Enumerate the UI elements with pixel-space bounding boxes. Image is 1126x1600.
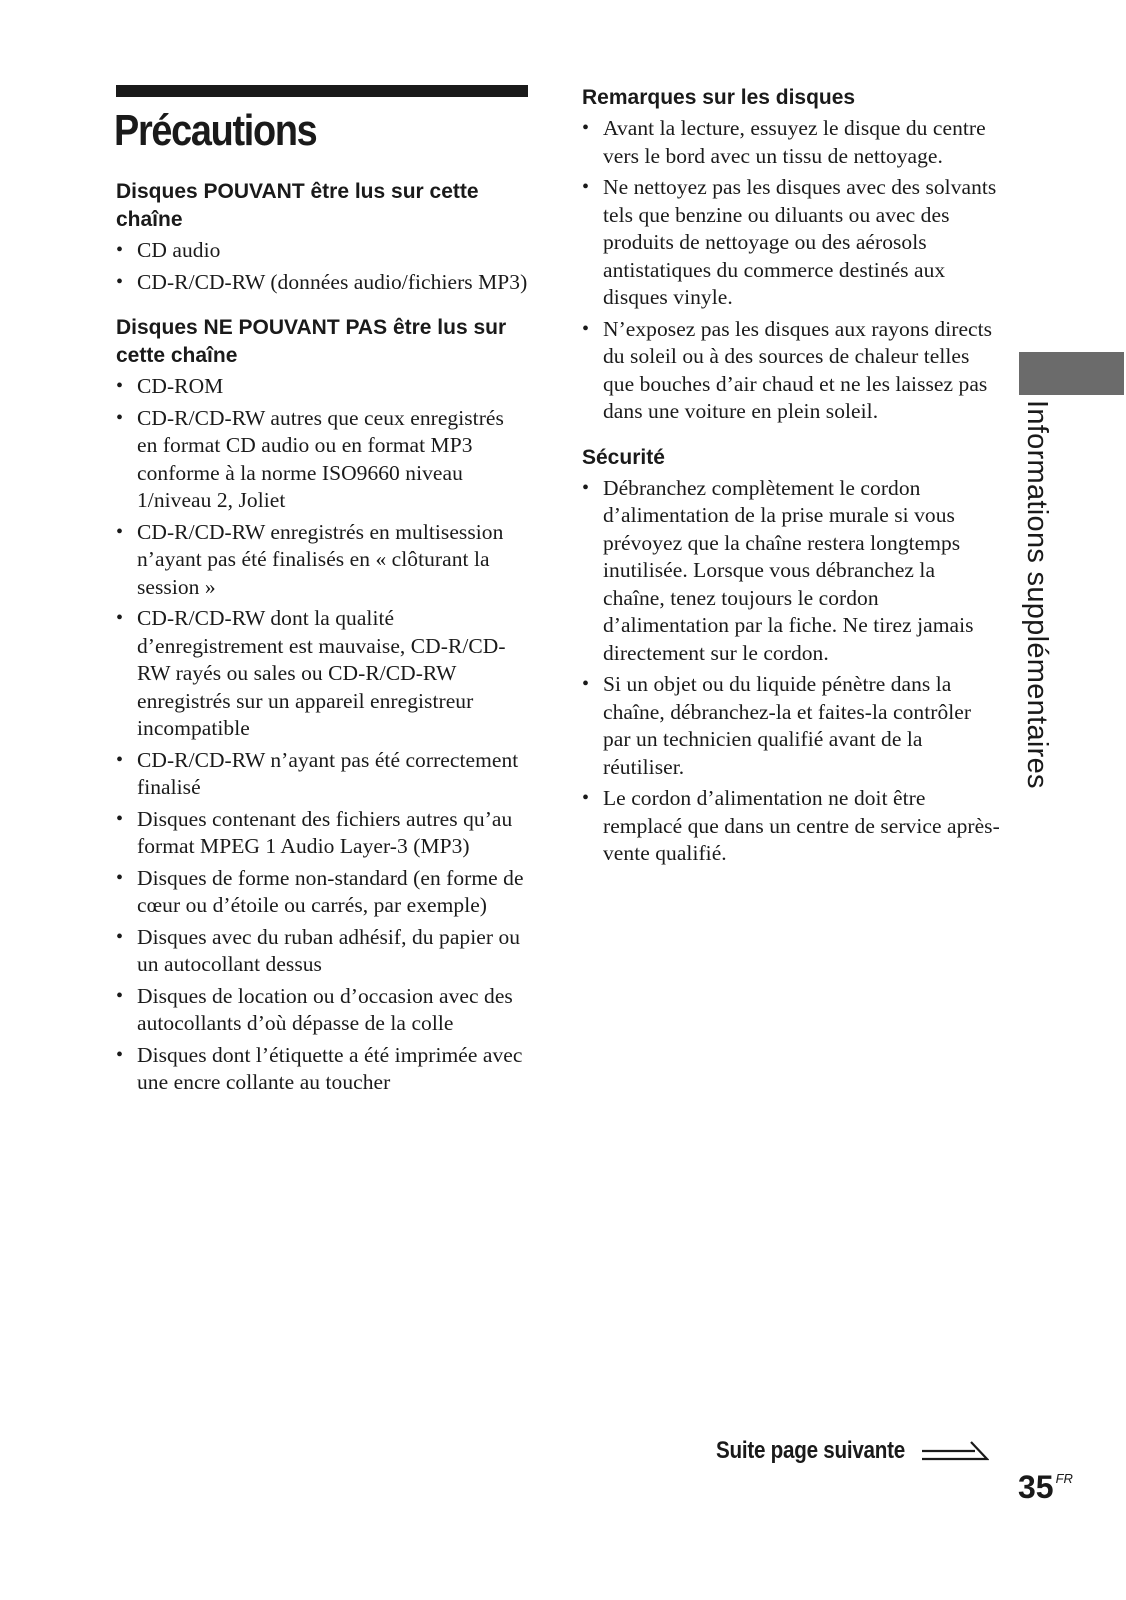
left-column: [116, 178, 528, 1115]
list-item: [116, 405, 528, 515]
list-item: [116, 269, 528, 297]
list-item: [116, 605, 528, 743]
bullet-list: [582, 475, 1002, 868]
bullet-icon: •: [582, 787, 590, 809]
bullet-icon: •: [116, 520, 124, 543]
bullet-icon: •: [582, 673, 590, 695]
section-heading: Sécurité: [582, 445, 665, 469]
bullet-icon: •: [116, 270, 124, 293]
list-item-text: Le cordon d’alimentation ne doit être remplacé que dans un centre de service après-vente qualifié.: [603, 786, 1000, 865]
list-item: [116, 983, 528, 1038]
bullet-icon: •: [116, 807, 124, 830]
bullet-icon: •: [116, 866, 124, 889]
continue-arrow-icon: [921, 1438, 989, 1464]
bullet-list: [116, 373, 528, 1097]
continue-label: Suite page suivante: [716, 1437, 905, 1464]
list-item-text: CD-ROM: [137, 374, 224, 398]
list-item-text: CD-R/CD-RW (données audio/fichiers MP3): [137, 269, 528, 294]
bullet-icon: •: [582, 476, 590, 499]
page-number-value: 35: [1018, 1469, 1054, 1505]
list-item: [116, 924, 528, 979]
list-item: [116, 806, 528, 861]
list-item-text: CD-R/CD-RW n’ayant pas été correctement finalisé: [137, 747, 519, 799]
page-number: [1018, 1469, 1073, 1506]
side-section-label: Informations supplémentaires: [1021, 400, 1053, 789]
list-item: [582, 671, 1002, 781]
bullet-icon: •: [582, 317, 590, 340]
list-item: [116, 373, 528, 401]
list-item: [582, 115, 1002, 170]
list-item: [116, 1042, 528, 1097]
list-item: [116, 865, 528, 920]
list-item-text: Débranchez complètement le cordon d’alimentation de la prise murale si vous prévoyez que la chaîne restera longtemps inutilisée. Lorsque vous débranchez la chaîne, tenez toujours le cordon d’alimentation par la fiche. Ne tirez jamais directement sur le cordon.: [603, 475, 974, 665]
right-column: [582, 84, 1002, 886]
section-heading: Disques NE POUVANT PAS être lus sur cette chaîne: [116, 316, 507, 367]
bullet-icon: •: [116, 406, 124, 429]
list-item-text: Disques contenant des fichiers autres qu’au format MPEG 1 Audio Layer-3 (MP3): [137, 806, 513, 858]
list-item: [582, 475, 1002, 668]
list-item: [582, 316, 1002, 426]
list-item: [582, 785, 1002, 868]
section-heading: Remarques sur les disques: [582, 86, 856, 109]
bullet-icon: •: [116, 375, 124, 397]
bullet-icon: •: [116, 1043, 124, 1066]
list-item: [582, 174, 1002, 312]
bullet-icon: •: [116, 607, 124, 629]
list-item-text: N’exposez pas les disques aux rayons directs du soleil ou à des sources de chaleur telles que bouches d’air chaud et ne les laissez pas dans une voiture en plein soleil.: [603, 316, 993, 423]
bullet-list: [116, 237, 528, 296]
bullet-icon: •: [116, 925, 124, 948]
list-item-text: Disques de location ou d’occasion avec des autocollants d’où dépasse de la colle: [137, 983, 513, 1035]
bullet-list: [582, 115, 1002, 426]
list-item-text: CD-R/CD-RW autres que ceux enregistrés en format CD audio ou en format MP3 conforme à la norme ISO9660 niveau 1/niveau 2, Joliet: [137, 405, 504, 512]
bullet-icon: •: [582, 176, 590, 198]
list-item-text: Disques de forme non-standard (en forme de cœur ou d’étoile ou carrés, par exemple): [137, 865, 524, 917]
list-item-text: Ne nettoyez pas les disques avec des solvants tels que benzine ou diluants ou avec des produits de nettoyage ou des aérosols antistatiques du commerce destinés aux disques vinyle.: [603, 175, 997, 309]
list-item-text: CD-R/CD-RW enregistrés en multisession n’ayant pas été finalisés en « clôturant la session »: [137, 519, 504, 599]
list-item-text: Disques avec du ruban adhésif, du papier ou un autocollant dessus: [137, 924, 521, 976]
bullet-icon: •: [116, 239, 124, 261]
bullet-icon: •: [116, 748, 124, 771]
list-item-text: Avant la lecture, essuyez le disque du centre vers le bord avec un tissu de nettoyage.: [603, 116, 986, 168]
title-rule: [116, 85, 528, 97]
list-item: [116, 519, 528, 602]
list-item-text: CD-R/CD-RW dont la qualité d’enregistrement est mauvaise, CD-R/CD-RW rayés ou sales ou CD-R/CD-RW enregistrés sur un appareil enregistreur incompatible: [137, 606, 506, 740]
bullet-icon: •: [582, 117, 590, 139]
section-heading: Disques POUVANT être lus sur cette chaîne: [116, 180, 479, 231]
list-item: [116, 747, 528, 802]
list-item: [116, 237, 528, 265]
page-title: Précautions: [114, 106, 317, 155]
bullet-icon: •: [116, 984, 124, 1007]
list-item-text: Disques dont l’étiquette a été imprimée avec une encre collante au toucher: [137, 1042, 523, 1094]
list-item-text: Si un objet ou du liquide pénètre dans la chaîne, débranchez-la et faites-la contrôler par un technicien qualifié avant de la réutiliser.: [603, 672, 972, 779]
page-language-suffix: FR: [1055, 1471, 1073, 1486]
section-tab-marker: [1019, 352, 1124, 395]
list-item-text: CD audio: [137, 238, 221, 262]
